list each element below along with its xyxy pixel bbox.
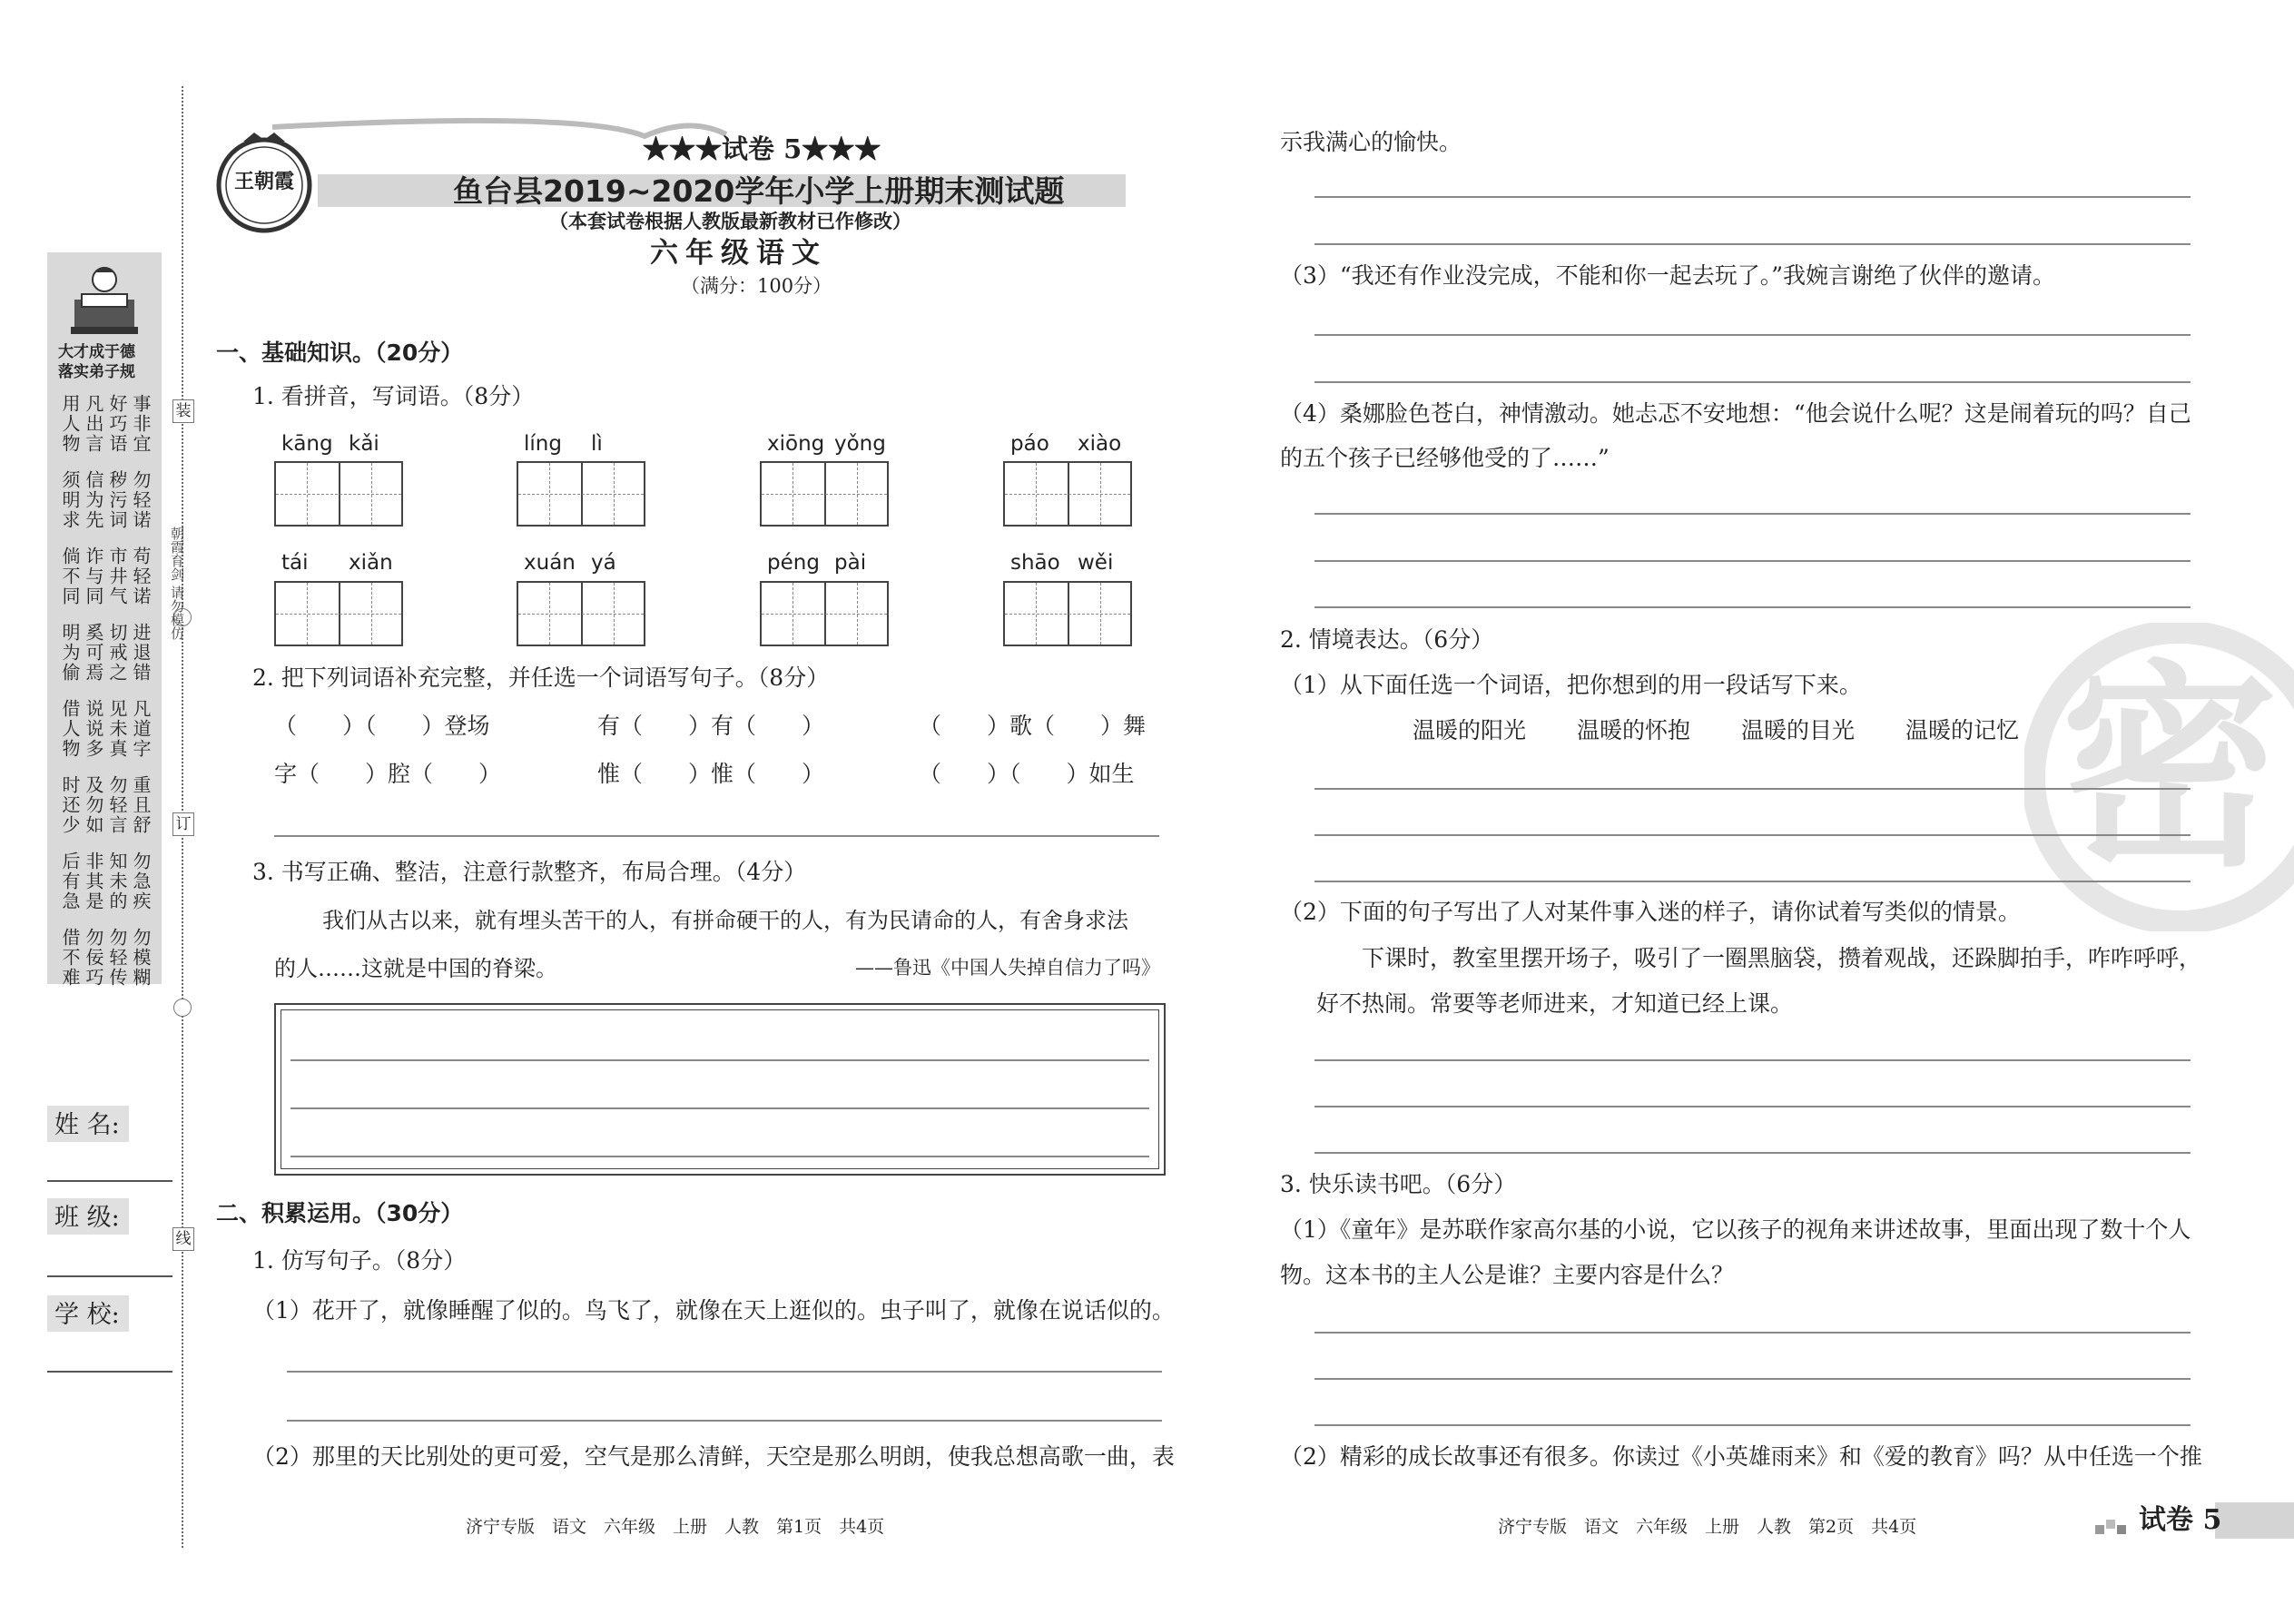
exam-note: （本套试卷根据人教版最新教材已作修改） [549, 210, 911, 232]
q5-word-4: 温暖的记忆 [1905, 717, 2020, 743]
name-field-line[interactable] [47, 1180, 172, 1182]
school-field-line[interactable] [47, 1371, 172, 1373]
q5-word-1: 温暖的阳光 [1413, 717, 1527, 743]
corner-label: 试卷 5 [2139, 1504, 2222, 1536]
fill-2-3: （ ）（ ）如生 [919, 761, 1135, 787]
q6-1-a: （1）《童年》是苏联作家高尔基的小说，它以孩子的视角来讲述故事，里面出现了数十个人 [1280, 1216, 2191, 1243]
tianzi-grid[interactable] [1003, 461, 1132, 527]
pinyin-syllable: kǎi [349, 432, 379, 456]
pinyin-syllable: tái [281, 551, 309, 575]
pinyin-syllable: xiào [1078, 432, 1122, 456]
rules-column: 见未真 [106, 699, 128, 759]
rules-column: 市井气 [106, 546, 128, 606]
q5-word-3: 温暖的目光 [1741, 717, 1856, 743]
pinyin-syllable: xiōng [767, 432, 825, 456]
rules-column: 事非宜 [130, 394, 152, 454]
watermark-seal [2024, 623, 2294, 931]
rules-column: 重且舒 [130, 775, 152, 835]
tianzi-grid[interactable] [274, 461, 403, 527]
rules-column: 勿急疾 [130, 851, 152, 911]
q2-prompt: 2. 把下列词语补充完整，并任选一个词语写句子。（8分） [252, 664, 830, 691]
q4-4-line-2[interactable] [1314, 560, 2191, 562]
q2-answer-line[interactable] [274, 835, 1159, 837]
q5-2: （2）下面的句子写出了人对某件事入迷的样子，请你试着写类似的情景。 [1280, 899, 2021, 925]
rules-column: 诈与同 [83, 546, 104, 606]
pinyin-syllable: páo [1010, 432, 1049, 456]
rules-column: 秽污词 [106, 470, 128, 530]
exam-label: ★★★试卷 5★★★ [643, 133, 881, 164]
class-field-text: 班 级: [54, 1204, 120, 1232]
q5-2-line-2[interactable] [1314, 1106, 2191, 1107]
q5-1-line-1[interactable] [1314, 788, 2191, 790]
q4-2: （2）那里的天比别处的更可爱，空气是那么清鲜，天空是那么明朗，使我总想高歌一曲，表 [252, 1443, 1175, 1470]
q6-1-line-1[interactable] [1314, 1332, 2191, 1334]
q6-prompt: 3. 快乐读书吧。（6分） [1280, 1171, 1517, 1197]
pinyin-syllable: xiǎn [349, 551, 393, 575]
q5-2-text-a: 下课时，教室里摆开场子，吸引了一圈黑脑袋，攒着观战，还跺脚拍手，咋咋呼呼， [1362, 945, 2202, 971]
fill-2-2: 惟（ ）惟（ ） [597, 761, 825, 787]
pinyin-syllable: wěi [1078, 551, 1114, 575]
tianzi-grid[interactable] [760, 461, 889, 527]
q3-source: ——鲁迅《中国人失掉自信力了吗》 [855, 957, 1160, 979]
pinyin-syllable: lì [591, 432, 603, 456]
q4-3-line-1[interactable] [1314, 334, 2191, 336]
q5-2-line-1[interactable] [1314, 1059, 2191, 1061]
q5-2-line-3[interactable] [1314, 1152, 2191, 1154]
q5-prompt: 2. 情境表达。（6分） [1280, 626, 1494, 653]
rules-column: 勿轻诺 [130, 470, 152, 530]
q4-4-a: （4）桑娜脸色苍白，神情激动。她忐忑不安地想：“他会说什么呢？这是闹着玩的吗？自己 [1280, 400, 2191, 427]
q3-text-1: 我们从古以来，就有埋头苦干的人，有拼命硬干的人，有为民请命的人，有舍身求法 [322, 908, 1128, 933]
fill-2-1: 字（ ）腔（ ） [274, 761, 502, 787]
q4-2-cont: 示我满心的愉快。 [1280, 129, 1462, 155]
q6-1-line-3[interactable] [1314, 1424, 2191, 1426]
pinyin-syllable: péng [767, 551, 820, 575]
q5-1: （1）从下面任选一个词语，把你想到的用一段话写下来。 [1280, 672, 1862, 698]
binding-mark-top: 装 [172, 399, 194, 423]
fill-1-1: （ ）（ ）登场 [274, 713, 490, 739]
subject-title: 六年级语文 [650, 237, 827, 270]
pinyin-syllable: líng [524, 432, 562, 456]
q3-text-2: 的人……这就是中国的脊梁。 [274, 956, 557, 981]
q4-2-line-2[interactable] [1314, 243, 2191, 245]
rules-column: 须明求 [59, 470, 81, 530]
corner-tab [2215, 1502, 2294, 1539]
rules-column: 倘不同 [59, 546, 81, 606]
watermark-glyph: 密 [2061, 640, 2279, 896]
pinyin-syllable: pài [834, 551, 867, 575]
rules-column: 知未的 [106, 851, 128, 911]
rules-column: 及勿如 [83, 775, 104, 835]
q4-3: （3）“我还有作业没完成，不能和你一起去玩了。”我婉言谢绝了伙伴的邀请。 [1280, 262, 2055, 289]
rules-column: 勿轻言 [106, 775, 128, 835]
rules-column: 非其是 [83, 851, 104, 911]
full-score: （满分：100分） [681, 275, 832, 297]
rules-column: 后有急 [59, 851, 81, 911]
pinyin-syllable: yá [591, 551, 616, 575]
q5-2-text-b: 好不热闹。常要等老师进来，才知道已经上课。 [1316, 990, 1794, 1017]
q4-4-b: 的五个孩子已经够他受的了……” [1280, 445, 1610, 471]
q6-1-b: 物。这本书的主人公是谁？主要内容是什么？ [1280, 1262, 1735, 1288]
rules-column: 勿轻传 [106, 928, 128, 988]
rules-column: 切戒之 [106, 623, 128, 683]
q4-prompt: 1. 仿写句子。（8分） [252, 1247, 467, 1274]
rules-column: 苟轻诺 [130, 546, 152, 606]
rules-column: 凡道字 [130, 699, 152, 759]
q4-2-line-1[interactable] [1314, 196, 2191, 198]
corner-squares [2095, 1514, 2130, 1534]
rules-column: 用人物 [59, 394, 81, 454]
pinyin-syllable: kāng [281, 432, 333, 456]
fill-1-2: 有（ ）有（ ） [597, 713, 825, 739]
rules-column: 借人物 [59, 699, 81, 759]
q4-3-line-2[interactable] [1314, 381, 2191, 383]
q3-writing-box[interactable] [274, 1003, 1166, 1176]
rules-column: 明为偷 [59, 623, 81, 683]
q4-4-line-3[interactable] [1314, 606, 2191, 608]
q6-1-line-2[interactable] [1314, 1378, 2191, 1380]
scholar-illustration [54, 260, 154, 341]
page2-footer: 济宁专版 语文 六年级 上册 人教 第2页 共4页 [1498, 1517, 1917, 1537]
pinyin-syllable: xuán [524, 551, 576, 575]
rules-column: 勿模糊 [130, 928, 152, 988]
q5-word-2: 温暖的怀抱 [1577, 717, 1691, 743]
rules-column: 信为先 [83, 470, 104, 530]
rules-column: 借不难 [59, 928, 81, 988]
tianzi-grid[interactable] [1003, 581, 1132, 646]
motto-2: 落实弟子规 [58, 363, 135, 381]
page1-footer: 济宁专版 语文 六年级 上册 人教 第1页 共4页 [466, 1517, 885, 1537]
section1-title: 一、基础知识。（20分） [216, 340, 464, 366]
q3-prompt: 3. 书写正确、整洁，注意行款整齐，布局合理。（4分） [252, 859, 807, 885]
pinyin-syllable: shāo [1010, 551, 1060, 575]
section2-title: 二、积累运用。（30分） [216, 1200, 464, 1226]
side-vertical-text: 朝霞育剑 请勿模仿 [169, 527, 185, 640]
pinyin-syllable: yǒng [834, 432, 886, 456]
q4-1: （1）花开了，就像睡醒了似的。鸟飞了，就像在天上逛似的。虫子叫了，就像在说话似的。 [252, 1297, 1175, 1324]
q4-1-line-1[interactable] [287, 1371, 1162, 1373]
rules-text [58, 392, 153, 989]
binding-hole-2 [173, 999, 192, 1017]
exam-title: 鱼台县2019~2020学年小学上册期末测试题 [453, 173, 1065, 209]
motto-1: 大才成于德 [58, 343, 135, 361]
tianzi-grid[interactable] [517, 581, 645, 646]
fill-1-3: （ ）歌（ ）舞 [919, 713, 1147, 739]
binding-mark-mid: 订 [172, 812, 194, 836]
class-field-line[interactable] [47, 1275, 172, 1277]
q1-prompt: 1. 看拼音，写词语。（8分） [252, 383, 535, 409]
rules-column: 勿佞巧 [83, 928, 104, 988]
rules-column: 凡出言 [83, 394, 104, 454]
tianzi-grid[interactable] [274, 581, 403, 646]
tianzi-grid[interactable] [760, 581, 889, 646]
q4-4-line-1[interactable] [1314, 513, 2191, 515]
rules-column: 进退错 [130, 623, 152, 683]
q6-2: （2）精彩的成长故事还有很多。你读过《小英雄雨来》和《爱的教育》吗？从中任选一个推 [1280, 1443, 2202, 1470]
rules-column: 好巧语 [106, 394, 128, 454]
tianzi-grid[interactable] [517, 461, 645, 527]
rules-column: 时还少 [59, 775, 81, 835]
q4-1-line-2[interactable] [287, 1420, 1162, 1422]
school-field-text: 学 校: [54, 1301, 120, 1329]
rules-column: 说说多 [83, 699, 104, 759]
logo-seal [211, 129, 318, 236]
binding-mark-bottom: 线 [172, 1227, 194, 1251]
logo-text: 王朝霞 [234, 170, 295, 193]
name-field-text: 姓 名: [54, 1111, 120, 1139]
rules-column: 奚可焉 [83, 623, 104, 683]
q5-1-line-2[interactable] [1314, 834, 2191, 836]
q5-1-line-3[interactable] [1314, 881, 2191, 882]
